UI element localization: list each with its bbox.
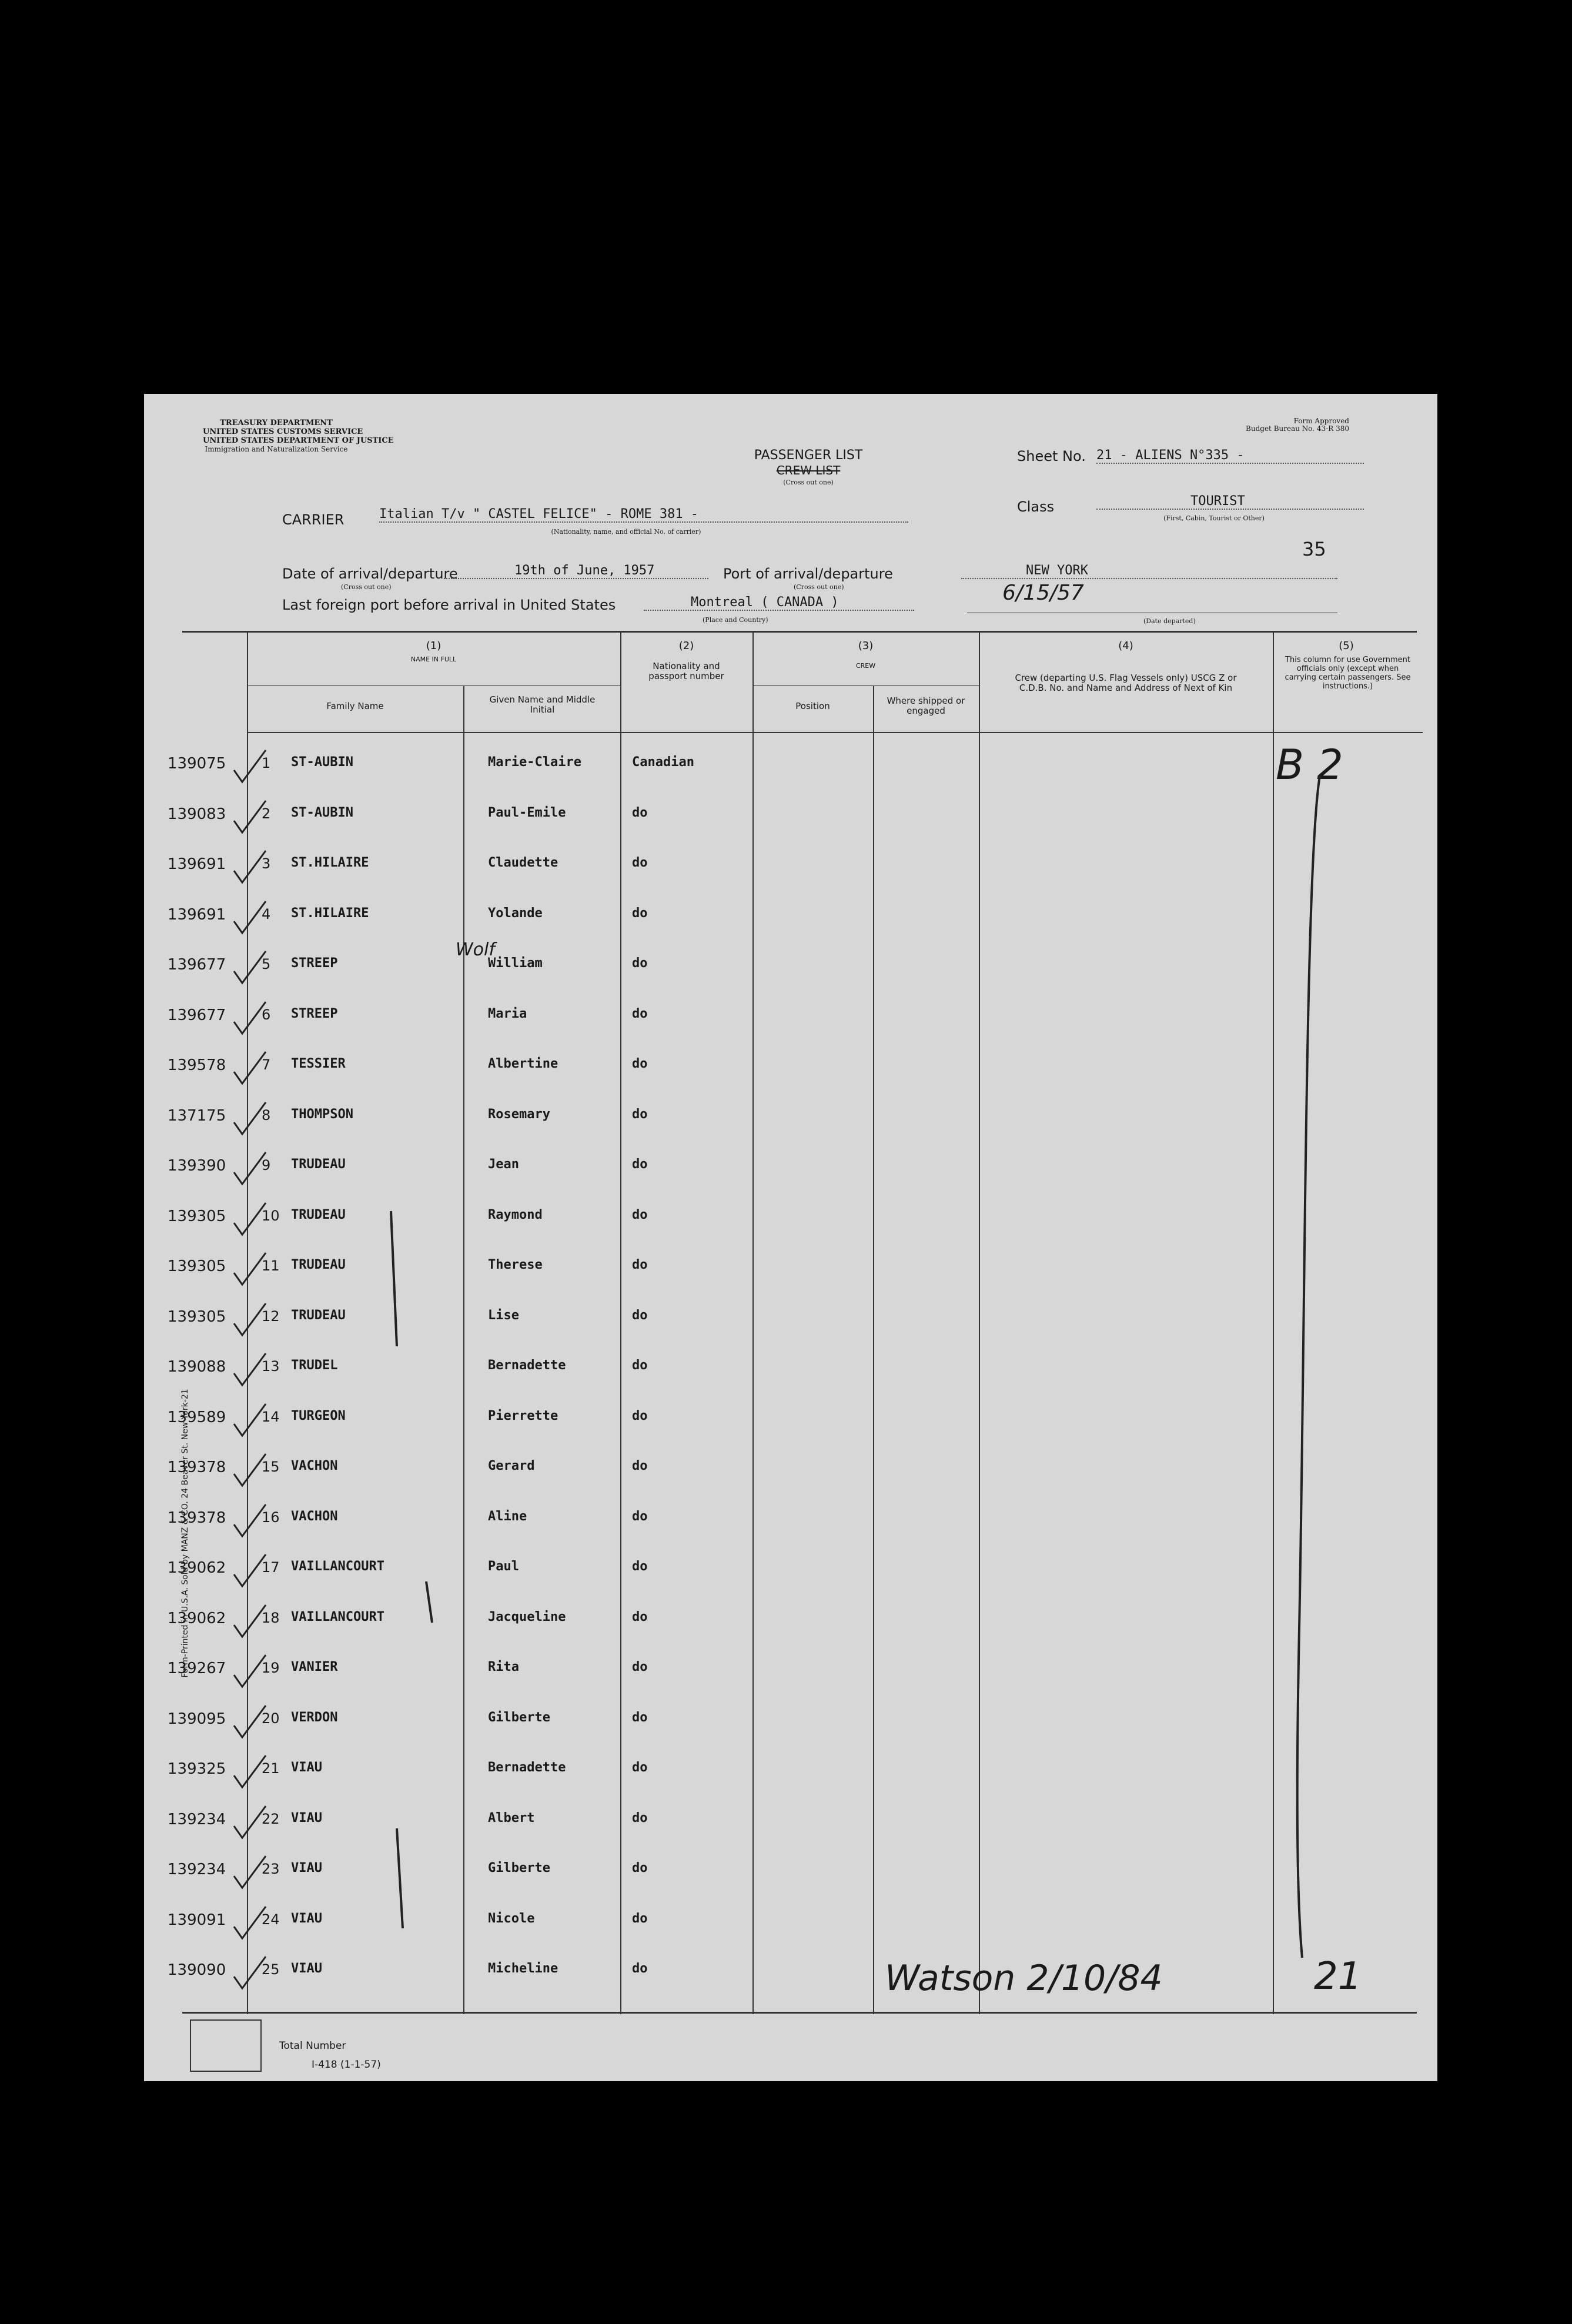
family-name: ST.HILAIRE xyxy=(291,905,369,921)
last-port-label: Last foreign port before arrival in United States xyxy=(282,597,616,613)
line-number: 10 xyxy=(262,1207,280,1224)
given-name: Paul xyxy=(488,1559,519,1574)
line-number: 24 xyxy=(262,1911,280,1928)
place-hint: (Place and Country) xyxy=(703,616,768,624)
col5-label: This column for use Government officials only (except when carrying certain passengers. See instructions.) xyxy=(1285,656,1411,691)
col5-number: (5) xyxy=(1339,640,1354,652)
given-name: Raymond xyxy=(488,1207,543,1222)
carrier-value: Italian T/v " CASTEL FELICE" - ROME 381 - xyxy=(379,507,908,523)
line-number: 23 xyxy=(262,1861,280,1877)
given-name: Gilberte xyxy=(488,1710,550,1725)
line-number: 7 xyxy=(262,1056,271,1073)
given-name: Marie-Claire xyxy=(488,755,581,770)
given-name: Rita xyxy=(488,1660,519,1674)
family-name: VACHON xyxy=(291,1459,338,1473)
dept-line-4: Immigration and Naturalization Service xyxy=(205,445,348,453)
bracket-stroke xyxy=(1297,776,1320,1958)
date-value: 19th of June, 1957 xyxy=(444,563,708,579)
given-name: Paul-Emile xyxy=(488,805,566,820)
dept-line-2: UNITED STATES CUSTOMS SERVICE xyxy=(203,427,363,436)
tick-stroke-3 xyxy=(397,1828,403,1928)
record-number: 139234 xyxy=(168,1861,226,1878)
nationality: do xyxy=(632,1459,648,1473)
col3-label: CREW xyxy=(855,662,876,670)
line-number: 14 xyxy=(262,1408,280,1425)
date-departed-handwritten: 6/15/57 xyxy=(1002,581,1084,605)
given-name: Gilberte xyxy=(488,1861,550,1875)
family-name: VIAU xyxy=(291,1810,322,1825)
family-name: TRUDEAU xyxy=(291,1157,346,1172)
nationality: do xyxy=(632,1710,648,1725)
col-family-name: Family Name xyxy=(326,701,384,711)
record-number: 139325 xyxy=(168,1760,226,1778)
family-name: ST-AUBIN xyxy=(291,755,353,770)
record-number: 139095 xyxy=(168,1710,226,1728)
nationality: do xyxy=(632,905,648,921)
line-number: 19 xyxy=(262,1660,280,1676)
family-name: TRUDEAU xyxy=(291,1207,346,1222)
col2-number: (2) xyxy=(678,640,694,652)
family-name: ST.HILAIRE xyxy=(291,855,369,870)
line-number: 18 xyxy=(262,1609,280,1626)
family-name: VIAU xyxy=(291,1861,322,1875)
line-number: 9 xyxy=(262,1157,271,1173)
record-number: 139075 xyxy=(168,755,226,773)
nationality: do xyxy=(632,1509,648,1524)
port-cross-hint: (Cross out one) xyxy=(794,583,844,591)
line-number: 17 xyxy=(262,1559,280,1576)
record-number: 139062 xyxy=(168,1609,226,1627)
last-port-value: Montreal ( CANADA ) xyxy=(644,595,914,611)
nationality: do xyxy=(632,1760,648,1775)
family-name: ST-AUBIN xyxy=(291,805,353,820)
record-number: 139390 xyxy=(168,1157,226,1175)
nationality: Canadian xyxy=(632,755,694,770)
record-number: 139234 xyxy=(168,1810,226,1828)
line-number: 25 xyxy=(262,1961,280,1978)
nationality: do xyxy=(632,1207,648,1222)
given-name: Bernadette xyxy=(488,1760,566,1775)
record-number: 139691 xyxy=(168,855,226,873)
class-label: Class xyxy=(1017,499,1055,515)
family-name: STREEP xyxy=(291,956,338,971)
given-name: William xyxy=(488,956,543,971)
given-name: Claudette xyxy=(488,855,558,870)
family-name: TRUDEL xyxy=(291,1358,338,1373)
given-name: Lise xyxy=(488,1308,519,1323)
sheet-value: 21 - ALIENS N°335 - xyxy=(1096,448,1364,464)
given-name: Micheline xyxy=(488,1961,558,1976)
given-name: Nicole xyxy=(488,1911,535,1926)
family-name: TRUDEAU xyxy=(291,1258,346,1272)
col-given-name: Given Name and Middle Initial xyxy=(489,694,596,715)
family-name: TESSIER xyxy=(291,1056,346,1071)
col-position: Position xyxy=(795,701,830,711)
line-number: 3 xyxy=(262,855,271,872)
record-number: 139305 xyxy=(168,1258,226,1275)
class-hint: (First, Cabin, Tourist or Other) xyxy=(1163,514,1265,522)
list-title: PASSENGER LIST xyxy=(754,448,863,463)
passenger-list-sheet xyxy=(144,394,1437,2081)
given-name: Rosemary xyxy=(488,1106,550,1122)
col3-number: (3) xyxy=(858,640,874,652)
crew-list-crossed: CREW LIST xyxy=(776,463,841,477)
line-number: 12 xyxy=(262,1308,280,1325)
col4-number: (4) xyxy=(1118,640,1133,652)
record-number: 139589 xyxy=(168,1408,226,1426)
family-name: THOMPSON xyxy=(291,1106,353,1122)
line-number: 15 xyxy=(262,1459,280,1475)
family-name: STREEP xyxy=(291,1006,338,1021)
given-name: Maria xyxy=(488,1006,527,1021)
record-number: 139677 xyxy=(168,956,226,974)
nationality: do xyxy=(632,1157,648,1172)
family-name: VAILLANCOURT xyxy=(291,1559,384,1574)
class-value: TOURIST xyxy=(1096,494,1364,510)
date-cross-hint: (Cross out one) xyxy=(341,583,392,591)
record-number: 139088 xyxy=(168,1358,226,1376)
line-number: 2 xyxy=(262,805,271,822)
record-number: 139305 xyxy=(168,1308,226,1326)
nationality: do xyxy=(632,805,648,820)
family-name: TURGEON xyxy=(291,1408,346,1423)
family-name: VIAU xyxy=(291,1760,322,1775)
nationality: do xyxy=(632,1006,648,1021)
record-number: 139378 xyxy=(168,1459,226,1476)
nationality: do xyxy=(632,1961,648,1976)
nationality: do xyxy=(632,956,648,971)
nationality: do xyxy=(632,1106,648,1122)
nationality: do xyxy=(632,1056,648,1071)
nationality: do xyxy=(632,1408,648,1423)
total-number-label: Total Number xyxy=(279,2040,346,2052)
annotation-b2: B 2 xyxy=(1276,741,1343,789)
given-name: Jacqueline xyxy=(488,1609,566,1624)
record-number: 139091 xyxy=(168,1911,226,1929)
record-number: 139062 xyxy=(168,1559,226,1577)
tick-stroke-2 xyxy=(426,1581,432,1623)
nationality: do xyxy=(632,1358,648,1373)
family-name: VERDON xyxy=(291,1710,338,1725)
annotation-wolf: Wolf xyxy=(456,939,495,960)
annotation-count: 21 xyxy=(1314,1955,1362,1998)
signature: Watson 2/10/84 xyxy=(885,1958,1163,1999)
family-name: TRUDEAU xyxy=(291,1308,346,1323)
line-number: 20 xyxy=(262,1710,280,1727)
nationality: do xyxy=(632,1609,648,1624)
record-number: 139578 xyxy=(168,1056,226,1074)
budget-bureau: Budget Bureau No. 43-R 380 xyxy=(1246,424,1349,433)
col-where-shipped: Where shipped or engaged xyxy=(887,695,965,716)
nationality: do xyxy=(632,855,648,870)
given-name: Aline xyxy=(488,1509,527,1524)
nationality: do xyxy=(632,1861,648,1875)
col2-label: Nationality and passport number xyxy=(648,661,724,681)
record-number: 139090 xyxy=(168,1961,226,1979)
date-label: Date of arrival/departure xyxy=(282,566,458,582)
nationality: do xyxy=(632,1810,648,1825)
line-number: 4 xyxy=(262,905,271,922)
record-number: 139691 xyxy=(168,905,226,924)
line-number: 5 xyxy=(262,956,271,972)
family-name: VACHON xyxy=(291,1509,338,1524)
family-name: VIAU xyxy=(291,1961,322,1976)
carrier-hint: (Nationality, name, and official No. of carrier) xyxy=(551,528,701,536)
cross-out-hint: (Cross out one) xyxy=(783,479,834,486)
family-name: VANIER xyxy=(291,1660,338,1674)
given-name: Bernadette xyxy=(488,1358,566,1373)
nationality: do xyxy=(632,1911,648,1926)
stamp-number: 35 xyxy=(1302,538,1326,560)
handwritten-strokes xyxy=(144,394,1437,2081)
printer-side-text: Form-Printed in U.S.A. Sold by MANZ & CO. 24 Beaver St. New York-21 xyxy=(180,1389,190,1678)
given-name: Albert xyxy=(488,1810,535,1825)
given-name: Yolande xyxy=(488,905,543,921)
form-number: I-418 (1-1-57) xyxy=(312,2059,381,2071)
tick-stroke-1 xyxy=(391,1211,397,1346)
nationality: do xyxy=(632,1308,648,1323)
nationality: do xyxy=(632,1660,648,1674)
dept-line-3: UNITED STATES DEPARTMENT OF JUSTICE xyxy=(203,436,394,445)
port-label: Port of arrival/departure xyxy=(723,566,893,582)
line-number: 6 xyxy=(262,1006,271,1023)
col1-label: NAME IN FULL xyxy=(410,656,457,663)
record-number: 139305 xyxy=(168,1207,226,1225)
carrier-label: CARRIER xyxy=(282,511,344,528)
col4-label: Crew (departing U.S. Flag Vessels only) USCG Z or C.D.B. No. and Name and Address of Next of Kin xyxy=(1015,673,1237,693)
col1-number: (1) xyxy=(426,640,442,652)
family-name: VIAU xyxy=(291,1911,322,1926)
line-number: 16 xyxy=(262,1509,280,1526)
line-number: 21 xyxy=(262,1760,280,1777)
record-number: 139378 xyxy=(168,1509,226,1527)
line-number: 22 xyxy=(262,1810,280,1827)
line-number: 11 xyxy=(262,1258,280,1274)
dept-line-1: TREASURY DEPARTMENT xyxy=(220,419,333,427)
given-name: Therese xyxy=(488,1258,543,1272)
given-name: Gerard xyxy=(488,1459,535,1473)
port-value: NEW YORK xyxy=(961,563,1337,579)
form-approved: Form Approved xyxy=(1293,417,1349,425)
given-name: Pierrette xyxy=(488,1408,558,1423)
record-number: 139677 xyxy=(168,1006,226,1024)
line-number: 13 xyxy=(262,1358,280,1375)
date-departed-hint: (Date departed) xyxy=(1143,617,1196,625)
record-number: 139267 xyxy=(168,1660,226,1677)
line-number: 1 xyxy=(262,755,271,771)
line-number: 8 xyxy=(262,1106,271,1123)
record-number: 139083 xyxy=(168,805,226,823)
sheet-label: Sheet No. xyxy=(1017,448,1086,464)
given-name: Albertine xyxy=(488,1056,558,1071)
given-name: Jean xyxy=(488,1157,519,1172)
nationality: do xyxy=(632,1559,648,1574)
nationality: do xyxy=(632,1258,648,1272)
record-number: 137175 xyxy=(168,1106,226,1125)
family-name: VAILLANCOURT xyxy=(291,1609,384,1624)
